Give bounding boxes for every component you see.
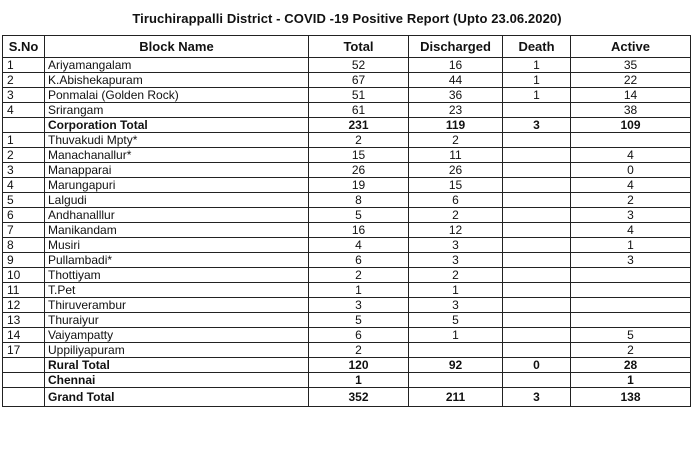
table-row [3, 238, 691, 253]
cell-death [503, 148, 571, 163]
cell-active: 5 [571, 328, 691, 343]
cell-discharged: 1 [409, 328, 503, 343]
cell-discharged: 16 [409, 58, 503, 73]
cell-total: 8 [309, 193, 409, 208]
cell-discharged [409, 373, 503, 388]
cell-sno: 1 [3, 58, 45, 73]
cell-sno: 8 [3, 238, 45, 253]
table-row [3, 133, 691, 148]
cell-block-name: Srirangam [45, 103, 309, 118]
covid-report-table [2, 35, 691, 407]
cell-active: 35 [571, 58, 691, 73]
table-row [3, 328, 691, 343]
table-row [3, 223, 691, 238]
cell-discharged: 3 [409, 298, 503, 313]
cell-sno: 1 [3, 133, 45, 148]
cell-sno: 9 [3, 253, 45, 268]
cell-active: 28 [571, 358, 691, 373]
cell-total: 120 [309, 358, 409, 373]
cell-block-name: Thottiyam [45, 268, 309, 283]
cell-death [503, 193, 571, 208]
cell-discharged: 5 [409, 313, 503, 328]
cell-total: 3 [309, 298, 409, 313]
cell-discharged: 26 [409, 163, 503, 178]
cell-total: 6 [309, 253, 409, 268]
cell-sno [3, 388, 45, 407]
cell-sno: 5 [3, 193, 45, 208]
cell-active: 1 [571, 238, 691, 253]
cell-total: 2 [309, 133, 409, 148]
cell-sno: 2 [3, 148, 45, 163]
cell-death [503, 253, 571, 268]
cell-death: 1 [503, 88, 571, 103]
cell-sno: 11 [3, 283, 45, 298]
cell-block-name: Grand Total [45, 388, 309, 407]
cell-total: 2 [309, 268, 409, 283]
cell-total: 26 [309, 163, 409, 178]
cell-block-name: Manikandam [45, 223, 309, 238]
cell-discharged: 92 [409, 358, 503, 373]
cell-death [503, 133, 571, 148]
cell-sno: 2 [3, 73, 45, 88]
cell-block-name: Chennai [45, 373, 309, 388]
cell-death: 0 [503, 358, 571, 373]
cell-block-name: Ariyamangalam [45, 58, 309, 73]
cell-sno [3, 373, 45, 388]
cell-active: 22 [571, 73, 691, 88]
cell-death [503, 208, 571, 223]
cell-block-name: Thuraiyur [45, 313, 309, 328]
cell-total: 15 [309, 148, 409, 163]
cell-block-name: Manapparai [45, 163, 309, 178]
cell-block-name: Ponmalai (Golden Rock) [45, 88, 309, 103]
cell-active: 14 [571, 88, 691, 103]
cell-sno [3, 358, 45, 373]
cell-active: 4 [571, 148, 691, 163]
table-row [3, 343, 691, 358]
table-row [3, 193, 691, 208]
cell-total: 6 [309, 328, 409, 343]
cell-discharged: 2 [409, 133, 503, 148]
table-row [3, 178, 691, 193]
cell-death [503, 223, 571, 238]
header-death: Death [503, 36, 571, 58]
cell-total: 231 [309, 118, 409, 133]
cell-sno [3, 118, 45, 133]
cell-death [503, 298, 571, 313]
cell-active: 3 [571, 208, 691, 223]
table-row [3, 163, 691, 178]
cell-active: 138 [571, 388, 691, 407]
cell-death [503, 268, 571, 283]
cell-sno: 10 [3, 268, 45, 283]
cell-death [503, 283, 571, 298]
cell-death [503, 328, 571, 343]
cell-sno: 12 [3, 298, 45, 313]
cell-discharged: 211 [409, 388, 503, 407]
cell-total: 1 [309, 283, 409, 298]
cell-death [503, 178, 571, 193]
cell-block-name: Vaiyampatty [45, 328, 309, 343]
table-row [3, 88, 691, 103]
cell-block-name: Rural Total [45, 358, 309, 373]
cell-discharged: 11 [409, 148, 503, 163]
report-title: Tiruchirappalli District - COVID -19 Positive Report (Upto 23.06.2020) [132, 11, 562, 26]
header-discharged: Discharged [409, 36, 503, 58]
cell-discharged: 3 [409, 253, 503, 268]
table-row [3, 253, 691, 268]
table-row [3, 103, 691, 118]
cell-block-name: Thiruverambur [45, 298, 309, 313]
cell-sno: 13 [3, 313, 45, 328]
table-total-row [3, 373, 691, 388]
cell-block-name: Thuvakudi Mpty* [45, 133, 309, 148]
cell-sno: 17 [3, 343, 45, 358]
cell-active [571, 133, 691, 148]
table-row [3, 283, 691, 298]
header-total: Total [309, 36, 409, 58]
cell-discharged: 119 [409, 118, 503, 133]
cell-sno: 14 [3, 328, 45, 343]
cell-active: 4 [571, 178, 691, 193]
table-header-row [3, 36, 691, 58]
cell-death: 3 [503, 118, 571, 133]
cell-block-name: K.Abishekapuram [45, 73, 309, 88]
cell-death [503, 163, 571, 178]
cell-active: 38 [571, 103, 691, 118]
cell-total: 4 [309, 238, 409, 253]
cell-block-name: Corporation Total [45, 118, 309, 133]
cell-total: 52 [309, 58, 409, 73]
cell-total: 5 [309, 313, 409, 328]
cell-active: 0 [571, 163, 691, 178]
cell-active [571, 268, 691, 283]
cell-total: 51 [309, 88, 409, 103]
cell-sno: 4 [3, 178, 45, 193]
cell-death: 1 [503, 58, 571, 73]
cell-block-name: Musiri [45, 238, 309, 253]
cell-active [571, 313, 691, 328]
cell-discharged: 36 [409, 88, 503, 103]
header-active: Active [571, 36, 691, 58]
cell-total: 1 [309, 373, 409, 388]
cell-death: 3 [503, 388, 571, 407]
cell-total: 19 [309, 178, 409, 193]
table-row [3, 208, 691, 223]
cell-discharged: 2 [409, 268, 503, 283]
cell-block-name: T.Pet [45, 283, 309, 298]
cell-active: 2 [571, 343, 691, 358]
table-row [3, 148, 691, 163]
cell-death [503, 373, 571, 388]
cell-total: 67 [309, 73, 409, 88]
cell-discharged: 3 [409, 238, 503, 253]
cell-death [503, 343, 571, 358]
table-total-row [3, 358, 691, 373]
cell-discharged: 6 [409, 193, 503, 208]
cell-total: 2 [309, 343, 409, 358]
cell-total: 5 [309, 208, 409, 223]
cell-discharged: 1 [409, 283, 503, 298]
cell-sno: 7 [3, 223, 45, 238]
cell-block-name: Manachanallur* [45, 148, 309, 163]
cell-active: 2 [571, 193, 691, 208]
cell-discharged: 12 [409, 223, 503, 238]
cell-sno: 4 [3, 103, 45, 118]
cell-sno: 3 [3, 88, 45, 103]
table-total-row [3, 118, 691, 133]
cell-death [503, 313, 571, 328]
cell-active [571, 298, 691, 313]
cell-discharged: 2 [409, 208, 503, 223]
cell-sno: 6 [3, 208, 45, 223]
cell-block-name: Pullambadi* [45, 253, 309, 268]
table-row [3, 313, 691, 328]
cell-block-name: Marungapuri [45, 178, 309, 193]
cell-discharged: 23 [409, 103, 503, 118]
cell-discharged: 44 [409, 73, 503, 88]
cell-block-name: Andhanalllur [45, 208, 309, 223]
cell-active: 3 [571, 253, 691, 268]
cell-death [503, 103, 571, 118]
cell-block-name: Lalgudi [45, 193, 309, 208]
table-row [3, 268, 691, 283]
cell-sno: 3 [3, 163, 45, 178]
table-row [3, 298, 691, 313]
header-block-name: Block Name [45, 36, 309, 58]
table-total-row [3, 388, 691, 407]
cell-active: 4 [571, 223, 691, 238]
cell-total: 16 [309, 223, 409, 238]
cell-discharged [409, 343, 503, 358]
cell-total: 61 [309, 103, 409, 118]
cell-death: 1 [503, 73, 571, 88]
cell-active [571, 283, 691, 298]
cell-active: 109 [571, 118, 691, 133]
cell-block-name: Uppiliyapuram [45, 343, 309, 358]
header-sno: S.No [3, 36, 45, 58]
cell-discharged: 15 [409, 178, 503, 193]
table-row [3, 58, 691, 73]
table-row [3, 73, 691, 88]
cell-active: 1 [571, 373, 691, 388]
cell-death [503, 238, 571, 253]
cell-total: 352 [309, 388, 409, 407]
